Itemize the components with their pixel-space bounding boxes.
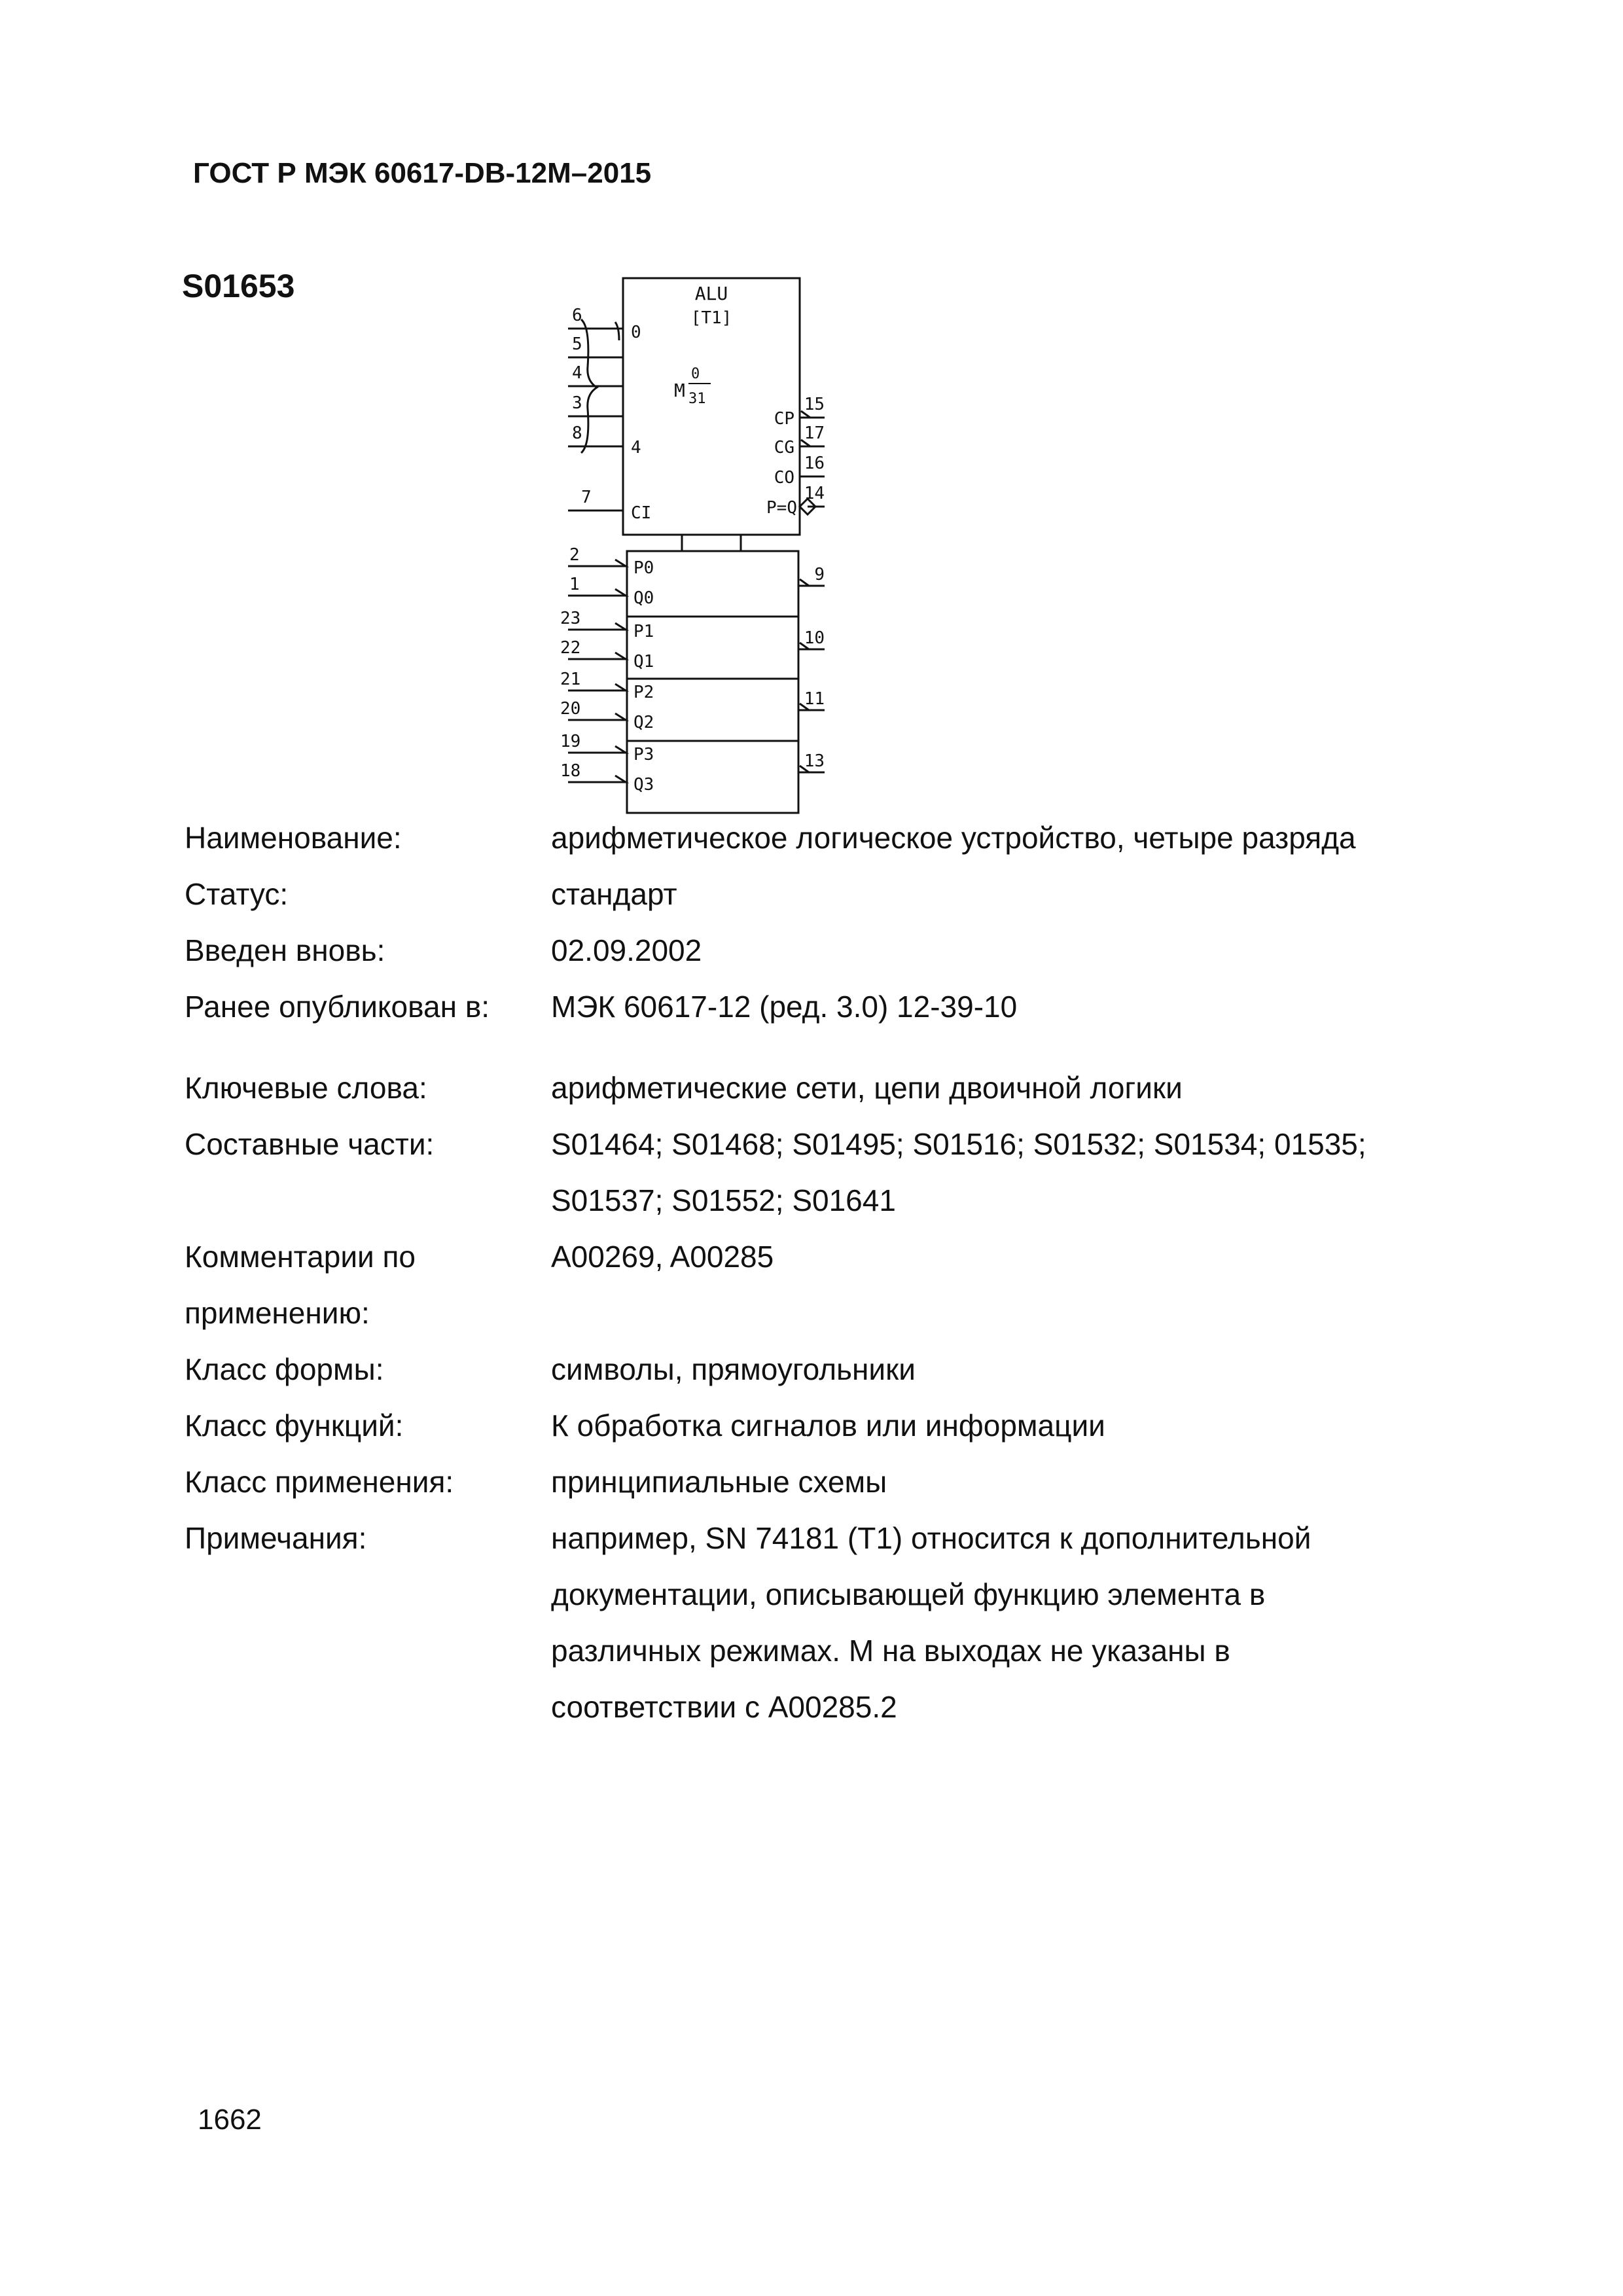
pin-label: 23 — [560, 609, 581, 628]
pin-label: 22 — [560, 638, 581, 658]
pin-label: 10 — [804, 628, 825, 648]
page-header: ГОСТ Р МЭК 60617-DB-12M–2015 — [193, 157, 652, 189]
pin-label: 9 — [814, 565, 825, 584]
field-published — [185, 978, 1467, 1035]
field-function-class — [185, 1397, 1467, 1454]
field-value-line: соответствии с A00285.2 — [551, 1690, 897, 1724]
mode-range-start: 0 — [691, 366, 700, 382]
field-label: Класс применения: — [185, 1465, 454, 1499]
field-label: Составные части: — [185, 1127, 435, 1161]
field-name — [185, 810, 1467, 866]
pin-label: 8 — [572, 423, 582, 443]
output-cg-label: CG — [774, 438, 794, 457]
symbol-code: S01653 — [182, 268, 295, 304]
field-value: 02.09.2002 — [551, 933, 702, 967]
field-value-line: различных режимах. M на выходах не указаны в — [551, 1634, 1230, 1668]
field-parts — [185, 1116, 1467, 1229]
alu-logic-symbol — [550, 268, 825, 825]
pin-label: 3 — [572, 393, 582, 413]
field-label — [185, 1229, 551, 1341]
field-label: Статус: — [185, 877, 289, 911]
field-label-line: Комментарии по — [185, 1240, 416, 1274]
field-notes — [185, 1510, 1467, 1735]
pin-label: 6 — [572, 306, 582, 325]
alu-qualifier: [T1] — [690, 308, 732, 328]
field-introduced — [185, 922, 1467, 978]
pin-label: 16 — [804, 454, 825, 473]
attribute-table — [185, 810, 1467, 1735]
section-spacer — [185, 1035, 1467, 1060]
input-q1-label: Q1 — [633, 652, 654, 672]
field-value-line — [551, 1285, 1467, 1341]
pin-label: 7 — [581, 488, 592, 507]
input-p3-label: P3 — [633, 745, 654, 764]
input-p1-label: P1 — [633, 622, 654, 641]
mode-range-end: 31 — [688, 391, 706, 407]
carry-in-label: CI — [631, 503, 652, 523]
field-keywords — [185, 1060, 1467, 1116]
field-status — [185, 866, 1467, 922]
field-label: Класс формы: — [185, 1352, 384, 1386]
pin-label: 11 — [804, 689, 825, 709]
field-label: Ранее опубликован в: — [185, 990, 490, 1024]
pin-label: 14 — [804, 484, 825, 503]
pin-label: 4 — [572, 363, 582, 383]
field-value — [551, 1229, 1467, 1341]
field-value-line: A00269, A00285 — [551, 1240, 774, 1274]
field-label: Наименование: — [185, 821, 402, 855]
mode-letter: M — [674, 380, 685, 401]
output-cp-label: CP — [774, 409, 794, 429]
field-value: К обработка сигналов или информации — [551, 1408, 1105, 1443]
field-label: Примечания: — [185, 1521, 367, 1555]
input-p2-label: P2 — [633, 683, 654, 702]
pin-label: 18 — [560, 761, 581, 781]
pin-label: 20 — [560, 699, 581, 719]
field-value — [551, 1510, 1467, 1735]
field-value-line: документации, описывающей функцию элемента в — [551, 1577, 1266, 1611]
mode-bit-0-label: 0 — [631, 323, 641, 342]
pin-label: 19 — [560, 732, 581, 751]
input-p0-label: P0 — [633, 558, 654, 578]
input-q0-label: Q0 — [633, 588, 654, 608]
field-label: Класс функций: — [185, 1408, 404, 1443]
pin-label: 2 — [569, 545, 580, 565]
page-number: 1662 — [198, 2104, 262, 2136]
pin-label: 21 — [560, 670, 581, 689]
field-value-line: S01537; S01552; S01641 — [551, 1183, 896, 1217]
field-value: МЭК 60617-12 (ред. 3.0) 12-39-10 — [551, 990, 1018, 1024]
field-label: Ключевые слова: — [185, 1071, 427, 1105]
field-comments — [185, 1229, 1467, 1341]
field-value-line: например, SN 74181 (T1) относится к дополнительной — [551, 1521, 1311, 1555]
field-application-class — [185, 1454, 1467, 1510]
mode-bit-4-label: 4 — [631, 438, 641, 457]
field-shape-class — [185, 1341, 1467, 1397]
pin-label: 5 — [572, 334, 582, 354]
pin-label: 17 — [804, 423, 825, 443]
field-label-line: применению: — [185, 1296, 370, 1330]
field-value-line: S01464; S01468; S01495; S01516; S01532; S01534; 01535; — [551, 1127, 1366, 1161]
field-value: символы, прямоугольники — [551, 1352, 916, 1386]
output-peq-label: P=Q — [766, 498, 797, 518]
field-value — [551, 1116, 1467, 1229]
field-label: Введен вновь: — [185, 933, 385, 967]
field-value: арифметические сети, цепи двоичной логики — [551, 1071, 1183, 1105]
input-q2-label: Q2 — [633, 713, 654, 732]
field-value: принципиальные схемы — [551, 1465, 887, 1499]
field-value: стандарт — [551, 877, 677, 911]
pin-label: 1 — [569, 575, 580, 594]
field-value: арифметическое логическое устройство, четыре разряда — [551, 821, 1356, 855]
output-co-label: CO — [774, 468, 794, 488]
alu-title: ALU — [694, 283, 728, 304]
input-q3-label: Q3 — [633, 775, 654, 795]
pin-label: 13 — [804, 751, 825, 771]
pin-label: 15 — [804, 395, 825, 414]
